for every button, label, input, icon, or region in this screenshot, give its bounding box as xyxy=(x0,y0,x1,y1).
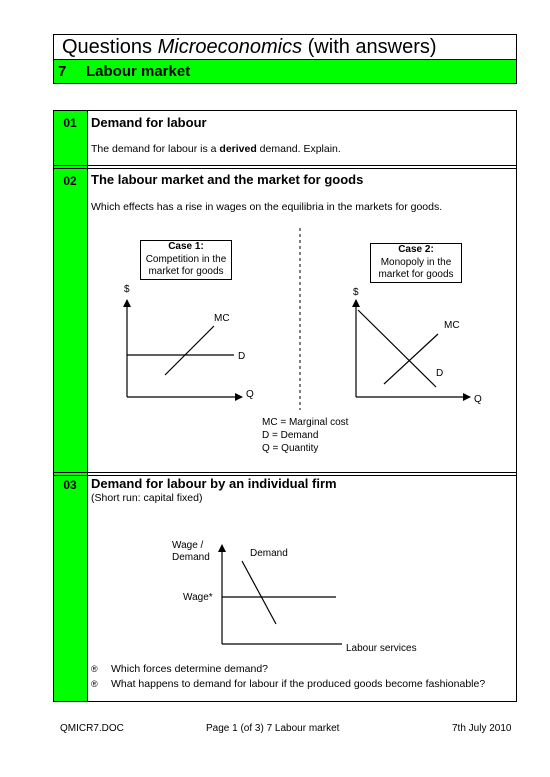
case1-x-axis-label: Q xyxy=(246,389,254,400)
case1-mc-line xyxy=(165,326,214,375)
legend-item: D = Demand xyxy=(262,430,319,441)
case1-mc-label: MC xyxy=(214,313,230,324)
question-number: 02 xyxy=(63,174,77,188)
question-number: 01 xyxy=(63,116,77,130)
list-item: ® Which forces determine demand? xyxy=(91,663,268,675)
case1-line2: market for goods xyxy=(148,266,224,277)
case2-demand-line xyxy=(358,310,436,387)
case2-title: Case 2: xyxy=(398,244,434,255)
question-text: The demand for labour is a derived demand. Explain. xyxy=(91,143,341,155)
q03-y-axis-label: Wage / Demand xyxy=(172,540,210,563)
legend-item: MC = Marginal cost xyxy=(262,417,349,428)
case2-mc-label: MC xyxy=(444,320,460,331)
q02-legend xyxy=(262,416,348,455)
case2-y-axis-label: $ xyxy=(353,287,359,298)
case1-title: Case 1: xyxy=(168,241,204,252)
case2-x-axis-label: Q xyxy=(474,394,482,405)
q03-demand-line xyxy=(242,561,276,624)
document-title: Questions Microeconomics (with answers) xyxy=(62,36,437,58)
question-title: The labour market and the market for goods xyxy=(91,172,364,187)
chapter-title: Labour market xyxy=(86,63,191,80)
question-title: Demand for labour by an individual firm xyxy=(91,476,337,491)
question-subtitle: (Short run: capital fixed) xyxy=(91,492,203,504)
case1-line1: Competition in the xyxy=(145,253,227,265)
q03-demand-label: Demand xyxy=(250,548,288,559)
case1-y-axis-label: $ xyxy=(124,284,130,295)
case2-d-label: D xyxy=(436,368,444,379)
bullet-icon: ® xyxy=(91,664,98,674)
list-item: ® What happens to demand for labour if the produced goods become fashionable? xyxy=(91,678,486,690)
footer-date: 7th July 2010 xyxy=(452,723,512,734)
case2-mc-line xyxy=(384,334,438,384)
footer-file: QMICR7.DOC xyxy=(60,723,124,734)
footer-page: Page 1 (of 3) 7 Labour market xyxy=(206,723,340,734)
legend-item: Q = Quantity xyxy=(262,443,319,454)
case2-line2: market for goods xyxy=(378,269,454,280)
q03-x-axis-label: Labour services xyxy=(346,643,417,654)
question-text: Which effects has a rise in wages on the equilibria in the markets for goods. xyxy=(91,201,443,213)
question-title: Demand for labour xyxy=(91,115,207,130)
q03-wage-label: Wage* xyxy=(183,592,213,603)
q03-bullet-list xyxy=(91,662,485,692)
question-number: 03 xyxy=(63,478,77,492)
case2-line1: Monopoly in the xyxy=(380,256,452,268)
case1-d-label: D xyxy=(238,351,246,362)
chapter-number: 7 xyxy=(58,63,67,80)
bullet-icon: ® xyxy=(91,679,98,689)
